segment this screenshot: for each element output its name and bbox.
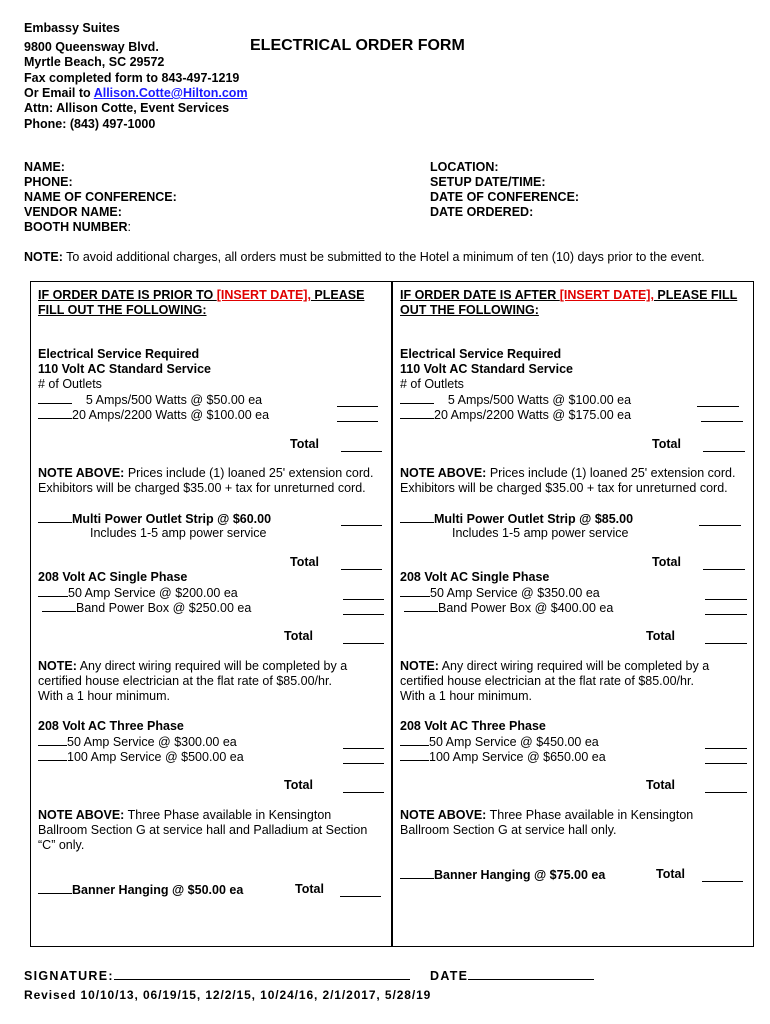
right-three-phase-heading: 208 Volt AC Three Phase <box>400 719 546 733</box>
right-5amp-price: $100.00 ea <box>568 393 632 407</box>
left-ext-cord-note-text: Prices include (1) loaned 25' extension cord. <box>127 466 374 480</box>
right-multi-power-label: Multi Power Outlet Strip @ <box>434 512 595 526</box>
field-phone-label: PHONE: <box>24 175 73 189</box>
left-electrical-service-heading: Electrical Service Required <box>38 347 200 361</box>
left-three-100amp-label: 100 Amp Service @ <box>67 750 182 764</box>
left-ext-cord-note <box>38 466 373 480</box>
right-banner-total-label: Total <box>656 867 685 881</box>
right-num-outlets-label: # of Outlets <box>400 377 464 391</box>
right-20amp-qty-blank[interactable] <box>400 407 434 419</box>
right-three-50amp-price: $450.00 ea <box>536 735 599 749</box>
email-prefix: Or Email to <box>24 86 94 100</box>
right-banner-row <box>400 867 605 882</box>
right-heading-line1 <box>400 288 737 303</box>
left-total-label-1: Total <box>290 437 319 451</box>
right-three-100amp-total-blank[interactable] <box>705 752 747 764</box>
right-insert-date: [INSERT DATE], <box>559 288 654 302</box>
left-direct-wiring-note-label: NOTE: <box>38 659 77 673</box>
signature-blank[interactable] <box>114 968 410 980</box>
right-ext-cord-note <box>400 466 735 480</box>
right-three-50amp-total-blank[interactable] <box>705 737 747 749</box>
right-three-100amp-label: 100 Amp Service @ <box>429 750 544 764</box>
right-three-phase-note-label: NOTE ABOVE: <box>400 808 487 822</box>
hotel-name: Embassy Suites <box>24 21 120 35</box>
field-vendor-label: VENDOR NAME: <box>24 205 122 219</box>
left-three-phase-heading: 208 Volt AC Three Phase <box>38 719 184 733</box>
left-5amp-price: $50.00 ea <box>206 393 263 407</box>
left-multi-power-qty-blank[interactable] <box>38 511 72 523</box>
right-heading <box>400 288 737 318</box>
left-heading-line2: FILL OUT THE FOLLOWING: <box>38 303 207 317</box>
right-banner-total-blank[interactable] <box>702 870 743 882</box>
field-conference-label: NAME OF CONFERENCE: <box>24 190 177 204</box>
left-band-power-total-blank[interactable] <box>343 603 384 615</box>
left-single-50amp-total-blank[interactable] <box>343 588 384 600</box>
left-banner-total-label: Total <box>295 882 324 896</box>
right-total-label-2: Total <box>652 555 681 569</box>
field-date-ordered-label: DATE ORDERED: <box>430 205 534 219</box>
left-banner-row <box>38 882 243 897</box>
left-banner-label: Banner Hanging @ <box>72 883 188 897</box>
left-band-power-row <box>42 600 251 615</box>
right-single-50amp-qty-blank[interactable] <box>400 585 430 597</box>
left-ext-cord-note-label: NOTE ABOVE: <box>38 466 125 480</box>
left-5amp-qty-blank[interactable] <box>38 392 72 404</box>
form-title: ELECTRICAL ORDER FORM <box>250 37 465 54</box>
field-booth-row <box>24 220 177 235</box>
left-ext-cord-note-2: Exhibitors will be charged $35.00 + tax for unreturned cord. <box>38 481 366 495</box>
right-three-100amp-qty-blank[interactable] <box>400 749 429 761</box>
left-multi-power-price: $60.00 <box>232 512 272 526</box>
date-row <box>430 968 594 983</box>
left-three-100amp-qty-blank[interactable] <box>38 749 67 761</box>
fax-instruction: Fax completed form to 843-497-1219 <box>24 71 240 85</box>
right-band-power-price: $400.00 ea <box>550 601 614 615</box>
left-total-blank-1[interactable] <box>341 440 382 452</box>
left-total-blank-3[interactable] <box>343 632 384 644</box>
left-three-50amp-total-blank[interactable] <box>343 737 384 749</box>
left-three-100amp-row <box>38 749 244 764</box>
left-band-power-qty-blank[interactable] <box>42 600 76 612</box>
date-label: DATE <box>430 969 469 983</box>
info-fields-right <box>430 160 579 220</box>
field-booth-label: BOOTH NUMBER <box>24 220 128 234</box>
right-banner-qty-blank[interactable] <box>400 867 434 879</box>
right-ext-cord-note-text: Prices include (1) loaned 25' extension cord. <box>489 466 736 480</box>
general-note-label: NOTE: <box>24 250 63 264</box>
left-single-50amp-price: $200.00 ea <box>175 586 238 600</box>
left-includes-note: Includes 1-5 amp power service <box>90 526 267 540</box>
left-three-100amp-total-blank[interactable] <box>343 752 384 764</box>
left-direct-wiring-note-2: certified house electrician at the flat rate of $85.00/hr. <box>38 674 332 688</box>
left-three-phase-note-2: Ballroom Section G at service hall and Palladium at Section <box>38 823 368 837</box>
left-multi-power-label: Multi Power Outlet Strip @ <box>72 512 233 526</box>
field-booth-colon: : <box>127 220 131 234</box>
email-link[interactable]: Allison.Cotte@Hilton.com <box>93 86 248 100</box>
left-direct-wiring-note <box>38 659 347 673</box>
right-total-blank-4[interactable] <box>705 781 747 793</box>
left-direct-wiring-note-text: Any direct wiring required will be completed by a <box>79 659 348 673</box>
right-5amp-total-blank[interactable] <box>697 395 739 407</box>
right-20amp-total-blank[interactable] <box>701 410 743 422</box>
left-three-phase-note <box>38 808 331 822</box>
hotel-address-city: Myrtle Beach, SC 29572 <box>24 55 165 69</box>
right-direct-wiring-note-2: certified house electrician at the flat rate of $85.00/hr. <box>400 674 694 688</box>
left-single-50amp-label: 50 Amp Service @ <box>68 586 176 600</box>
right-band-power-label: Band Power Box @ <box>438 601 551 615</box>
left-banner-total-blank[interactable] <box>340 885 381 897</box>
right-three-50amp-row <box>400 734 599 749</box>
left-direct-wiring-note-3: With a 1 hour minimum. <box>38 689 170 703</box>
right-total-label-4: Total <box>646 778 675 792</box>
left-single-50amp-row <box>38 585 238 600</box>
left-total-label-3: Total <box>284 629 313 643</box>
right-20amp-row <box>400 407 631 422</box>
left-5amp-row <box>38 392 262 407</box>
left-heading-text: IF ORDER DATE IS PRIOR TO <box>38 288 217 302</box>
left-5amp-label: 5 Amps/500 Watts @ <box>85 393 207 407</box>
right-banner-label: Banner Hanging @ <box>434 868 550 882</box>
right-total-blank-3[interactable] <box>705 632 747 644</box>
right-direct-wiring-note-text: Any direct wiring required will be completed by a <box>441 659 710 673</box>
right-direct-wiring-note <box>400 659 709 673</box>
right-20amp-label: 20 Amps/2200 Watts @ <box>434 408 569 422</box>
right-band-power-total-blank[interactable] <box>705 603 747 615</box>
right-three-phase-note-text: Three Phase available in Kensington <box>489 808 694 822</box>
hotel-phone: Phone: (843) 497-1000 <box>24 117 156 131</box>
right-single-50amp-label: 50 Amp Service @ <box>430 586 538 600</box>
right-three-phase-note <box>400 808 693 822</box>
hotel-address-street: 9800 Queensway Blvd. <box>24 40 159 54</box>
right-three-100amp-price: $650.00 ea <box>543 750 606 764</box>
field-location-label: LOCATION: <box>430 160 499 174</box>
right-three-50amp-label: 50 Amp Service @ <box>429 735 537 749</box>
right-multi-power-total-blank[interactable] <box>699 514 741 526</box>
left-three-50amp-price: $300.00 ea <box>174 735 237 749</box>
left-three-50amp-label: 50 Amp Service @ <box>67 735 175 749</box>
field-setup-label: SETUP DATE/TIME: <box>430 175 546 189</box>
left-heading-line1 <box>38 288 364 303</box>
email-instruction <box>24 86 248 100</box>
right-heading-line2: OUT THE FOLLOWING: <box>400 303 539 317</box>
left-20amp-qty-blank[interactable] <box>38 407 72 419</box>
left-three-phase-note-label: NOTE ABOVE: <box>38 808 125 822</box>
right-5amp-qty-blank[interactable] <box>400 392 434 404</box>
right-multi-power-price: $85.00 <box>594 512 634 526</box>
attention-line: Attn: Allison Cotte, Event Services <box>24 101 230 115</box>
left-num-outlets-label: # of Outlets <box>38 377 102 391</box>
left-total-blank-4[interactable] <box>343 781 384 793</box>
right-single-phase-heading: 208 Volt AC Single Phase <box>400 570 550 584</box>
left-heading <box>38 288 364 318</box>
right-three-phase-note-2: Ballroom Section G at service hall only. <box>400 823 617 837</box>
info-fields-left <box>24 160 177 235</box>
left-5amp-total-blank[interactable] <box>337 395 378 407</box>
left-three-50amp-qty-blank[interactable] <box>38 734 67 746</box>
right-20amp-price: $175.00 ea <box>568 408 632 422</box>
left-three-50amp-row <box>38 734 237 749</box>
right-multi-power-qty-blank[interactable] <box>400 511 434 523</box>
right-includes-note: Includes 1-5 amp power service <box>452 526 629 540</box>
signature-label: SIGNATURE: <box>24 969 114 983</box>
left-banner-qty-blank[interactable] <box>38 882 72 894</box>
left-three-phase-note-3: “C” only. <box>38 838 85 852</box>
left-single-phase-heading: 208 Volt AC Single Phase <box>38 570 188 584</box>
right-single-50amp-total-blank[interactable] <box>705 588 747 600</box>
right-multi-power-row <box>400 511 633 526</box>
left-multi-power-row <box>38 511 271 526</box>
right-single-50amp-row <box>400 585 600 600</box>
right-total-label-1: Total <box>652 437 681 451</box>
left-heading-text-b: PLEASE <box>310 288 365 302</box>
right-ext-cord-note-2: Exhibitors will be charged $35.00 + tax for unreturned cord. <box>400 481 728 495</box>
right-ext-cord-note-label: NOTE ABOVE: <box>400 466 487 480</box>
right-5amp-row <box>400 392 631 407</box>
left-110-volt-heading: 110 Volt AC Standard Service <box>38 362 211 376</box>
right-three-100amp-row <box>400 749 606 764</box>
left-band-power-price: $250.00 ea <box>188 601 252 615</box>
left-three-100amp-price: $500.00 ea <box>181 750 244 764</box>
left-band-power-label: Band Power Box @ <box>76 601 189 615</box>
right-three-50amp-qty-blank[interactable] <box>400 734 429 746</box>
right-5amp-label: 5 Amps/500 Watts @ <box>447 393 569 407</box>
left-insert-date: [INSERT DATE], <box>216 288 311 302</box>
right-total-blank-1[interactable] <box>703 440 745 452</box>
right-electrical-service-heading: Electrical Service Required <box>400 347 562 361</box>
right-total-label-3: Total <box>646 629 675 643</box>
general-note-text: To avoid additional charges, all orders must be submitted to the Hotel a minimum of ten (10) days prior to the event. <box>62 250 705 264</box>
left-20amp-total-blank[interactable] <box>337 410 378 422</box>
left-total-label-4: Total <box>284 778 313 792</box>
revision-history: Revised 10/10/13, 06/19/15, 12/2/15, 10/24/16, 2/1/2017, 5/28/19 <box>24 988 432 1002</box>
left-single-50amp-qty-blank[interactable] <box>38 585 68 597</box>
left-20amp-label: 20 Amps/2200 Watts @ <box>72 408 207 422</box>
right-single-50amp-price: $350.00 ea <box>537 586 600 600</box>
right-heading-text-b: PLEASE FILL <box>653 288 738 302</box>
general-note <box>24 250 705 264</box>
left-three-phase-note-text: Three Phase available in Kensington <box>127 808 332 822</box>
right-110-volt-heading: 110 Volt AC Standard Service <box>400 362 573 376</box>
field-name-label: NAME: <box>24 160 65 174</box>
left-total-blank-2[interactable] <box>341 558 382 570</box>
right-total-blank-2[interactable] <box>703 558 745 570</box>
right-band-power-row <box>404 600 613 615</box>
left-multi-power-total-blank[interactable] <box>341 514 382 526</box>
right-direct-wiring-note-label: NOTE: <box>400 659 439 673</box>
date-blank[interactable] <box>468 968 594 980</box>
field-conference-date-label: DATE OF CONFERENCE: <box>430 190 580 204</box>
signature-row <box>24 968 410 983</box>
right-heading-text: IF ORDER DATE IS AFTER <box>400 288 560 302</box>
left-20amp-price: $100.00 ea <box>206 408 270 422</box>
right-direct-wiring-note-3: With a 1 hour minimum. <box>400 689 532 703</box>
left-total-label-2: Total <box>290 555 319 569</box>
left-banner-price: $50.00 ea <box>187 883 244 897</box>
right-band-power-qty-blank[interactable] <box>404 600 438 612</box>
left-20amp-row <box>38 407 269 422</box>
right-banner-price: $75.00 ea <box>549 868 606 882</box>
